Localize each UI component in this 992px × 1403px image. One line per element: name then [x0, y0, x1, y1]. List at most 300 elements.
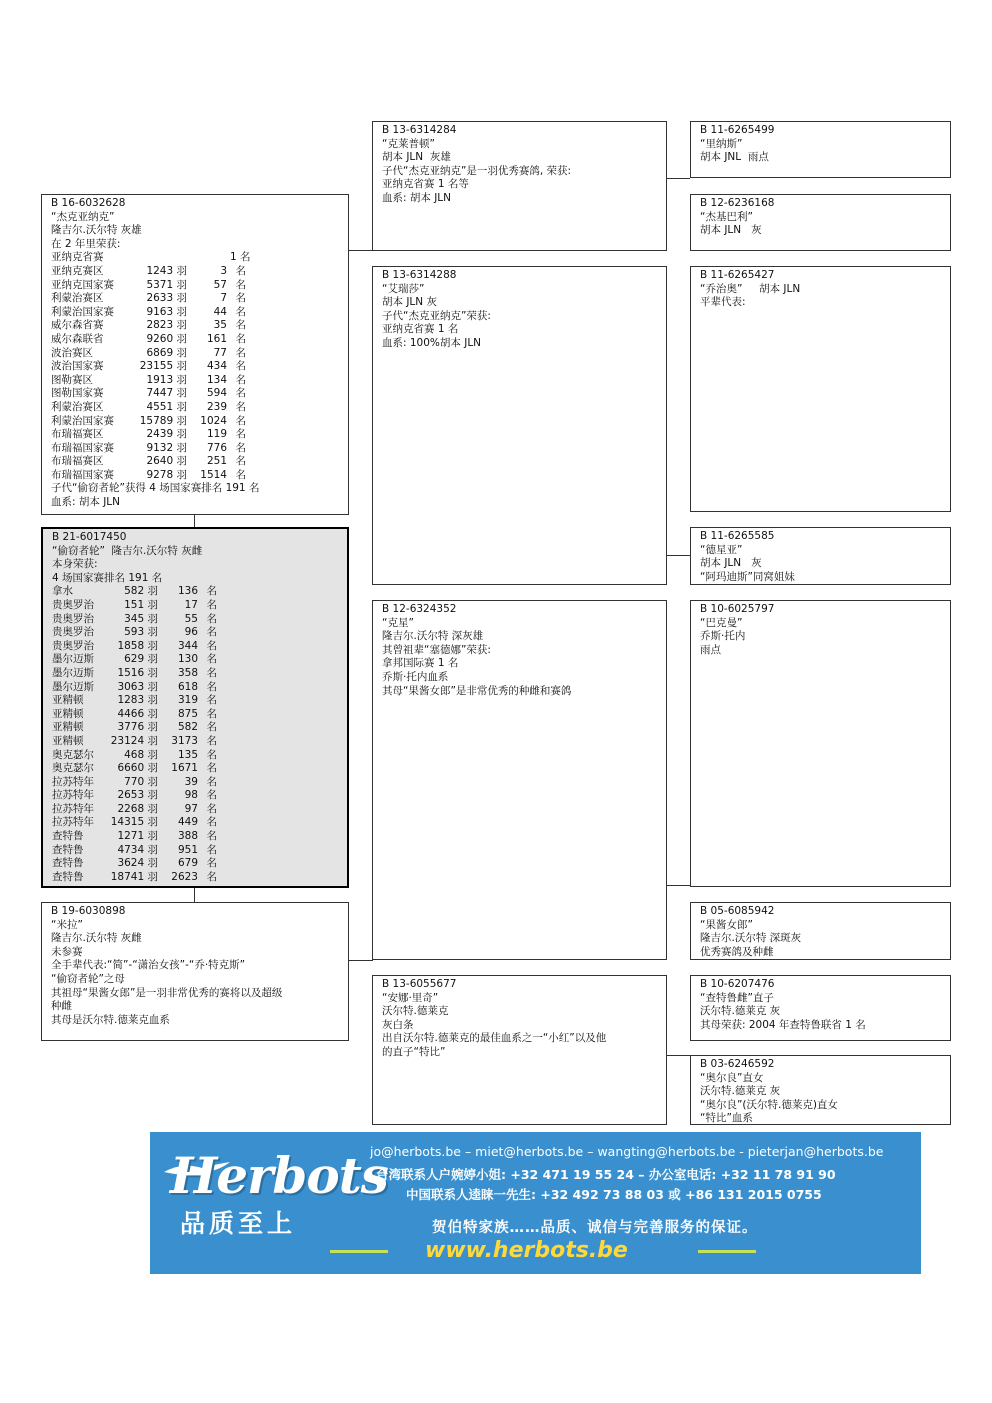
card-line: 胡本 JLN 灰 [700, 557, 762, 570]
result-cell: 776 [206, 441, 227, 454]
result-cell: 名 [235, 400, 246, 413]
card-line: “安娜·里奇” [382, 991, 439, 1004]
card-line: 灰白条 [382, 1018, 414, 1031]
subject-summary: 4 场国家赛排名 191 名 [52, 571, 163, 584]
banner-china-contact: 中国联系人逵睐一先生: +32 492 73 88 03 或 +86 131 2015 0755 [406, 1187, 822, 1202]
result-cell: 亚精顿 [52, 721, 84, 734]
result-cell: 39 [184, 775, 198, 788]
result-cell: 23124 羽 [110, 734, 158, 747]
result-row [52, 585, 347, 599]
result-cell: 3063 羽 [117, 680, 158, 693]
result-cell: 贵奥罗治 [52, 639, 94, 652]
result-cell: 名 [235, 292, 246, 305]
ancestor-card-4 [690, 527, 951, 585]
result-cell: 亚精顿 [52, 734, 84, 747]
result-cell: 618 [177, 680, 198, 693]
result-cell: 利蒙治国家赛 [51, 414, 114, 427]
result-cell: 344 [177, 639, 198, 652]
result-cell: 布瑞福国家赛 [51, 441, 114, 454]
result-cell: 358 [177, 666, 198, 679]
result-cell: 贵奥罗治 [52, 598, 94, 611]
card-line: 未参赛 [51, 945, 83, 958]
result-row [51, 306, 348, 320]
result-cell: 4551 羽 [146, 400, 187, 413]
result-row [52, 640, 347, 654]
card-line: 其母“果酱女郎”是非常优秀的种雌和赛鸽 [382, 684, 572, 697]
result-cell: 44 [213, 305, 227, 318]
card-line: 拿邦国际赛 1 名 [382, 657, 459, 670]
result-row [52, 830, 347, 844]
result-cell: 239 [206, 400, 227, 413]
result-cell: 57 [213, 278, 227, 291]
card-line: 血系: 100%胡本 JLN [382, 336, 482, 349]
card-line: 乔斯·托内血系 [382, 670, 449, 683]
ancestor-card-6 [690, 902, 951, 960]
result-cell: 136 [177, 585, 198, 598]
result-row [51, 374, 348, 388]
result-row [51, 319, 348, 333]
result-cell: 1514 [200, 468, 227, 481]
result-cell: 名 [235, 455, 246, 468]
decor-bar-left [330, 1250, 388, 1253]
result-cell: 6660 羽 [117, 762, 158, 775]
result-cell: 名 [206, 789, 217, 802]
card-line: B 11-6265499 [700, 124, 775, 136]
result-cell: 17 [184, 598, 198, 611]
card-line: 其祖母“果酱女郎”是一羽非常优秀的赛将以及超级 [51, 986, 283, 999]
result-cell: 7 [220, 292, 227, 305]
result-cell: 名 [206, 748, 217, 761]
dam-card [41, 902, 349, 1041]
card-line: 胡本 JNL 雨点 [700, 151, 769, 164]
decor-bar-right [698, 1250, 756, 1253]
sire-name: “杰克亚纳克” [51, 210, 115, 223]
result-cell: 594 [206, 387, 227, 400]
result-cell: 名 [235, 360, 246, 373]
result-cell: 9132 羽 [146, 441, 187, 454]
grandsire-paternal-card [372, 121, 667, 251]
result-cell: 名 [206, 626, 217, 639]
result-cell: 1024 [200, 414, 227, 427]
result-row [52, 762, 347, 776]
subject-name: “偷窃者轮” 隆吉尔.沃尔特 灰雌 [52, 544, 203, 557]
result-row [51, 415, 348, 429]
result-cell: 名 [235, 319, 246, 332]
result-row [51, 360, 348, 374]
result-cell: 墨尔迈斯 [52, 666, 94, 679]
result-cell: 查特鲁 [52, 870, 84, 883]
card-line: 胡本 JLN 灰 [382, 296, 437, 309]
result-cell: 319 [177, 694, 198, 707]
result-row [51, 279, 348, 293]
result-cell: 名 [235, 414, 246, 427]
result-cell: 770 羽 [124, 775, 158, 788]
banner-taiwan-contact: 台湾联系人户婉婷小姐: +32 471 19 55 24 – 办公室电话: +32 11 78 91 90 [376, 1167, 836, 1182]
result-cell: 1671 [171, 762, 198, 775]
result-cell: 434 [206, 360, 227, 373]
result-cell: 1283 羽 [117, 694, 158, 707]
result-row [51, 401, 348, 415]
result-row [51, 428, 348, 442]
card-line: B 03-6246592 [700, 1058, 775, 1070]
result-cell: 名 [206, 775, 217, 788]
result-cell: 2823 羽 [146, 319, 187, 332]
ancestor-card-5 [690, 600, 951, 887]
result-cell: 布瑞福赛区 [51, 455, 104, 468]
result-cell: 1243 羽 [146, 264, 187, 277]
result-cell: 3776 羽 [117, 721, 158, 734]
result-cell: 威尔森联省 [51, 332, 104, 345]
result-row [52, 844, 347, 858]
result-cell: 贵奥罗治 [52, 626, 94, 639]
result-cell: 查特鲁 [52, 857, 84, 870]
result-cell: 98 [184, 789, 198, 802]
card-line: 平辈代表: [700, 296, 746, 309]
result-cell: 名 [235, 441, 246, 454]
subject-intro: 本身荣获: [52, 558, 98, 571]
result-cell: 1516 羽 [117, 666, 158, 679]
sire-info: 隆吉尔.沃尔特 灰雄 [51, 224, 142, 237]
result-cell: 2640 羽 [146, 455, 187, 468]
banner-slogan: 品质至上 [180, 1209, 297, 1238]
result-cell: 名 [206, 653, 217, 666]
ancestor-card-3 [690, 266, 951, 512]
card-line: 其曾祖辈“塞德娜”荣获: [382, 643, 491, 656]
result-cell: 图勒赛区 [51, 373, 93, 386]
card-line: “克莱普顿” [382, 137, 435, 150]
result-cell: 查特鲁 [52, 843, 84, 856]
card-line: B 10-6025797 [700, 603, 775, 615]
result-cell: 名 [206, 857, 217, 870]
card-line: 亚纳克省赛 1 名 [382, 323, 459, 336]
card-line: 的直子“特比” [382, 1045, 446, 1058]
result-cell: 波治赛区 [51, 346, 93, 359]
result-cell: 名 [206, 598, 217, 611]
result-cell: 名 [235, 428, 246, 441]
result-cell: 55 [184, 612, 198, 625]
connector-line [349, 960, 373, 961]
result-cell: 亚纳克省赛 [51, 251, 104, 264]
result-cell: 2653 羽 [117, 789, 158, 802]
card-line: 优秀赛鸽及种雌 [700, 945, 774, 958]
result-cell: 2268 羽 [117, 802, 158, 815]
result-cell: 布瑞福赛区 [51, 428, 104, 441]
result-cell: 墨尔迈斯 [52, 680, 94, 693]
herbots-banner [150, 1132, 921, 1274]
result-row [52, 599, 347, 613]
card-line: 乔斯·托内 [700, 630, 746, 643]
result-cell: 名 [206, 734, 217, 747]
banner-website-link[interactable]: www.herbots.be [425, 1238, 628, 1263]
connector-line [349, 250, 373, 251]
result-row [52, 626, 347, 640]
card-line: 亚纳克省赛 1 名等 [382, 178, 469, 191]
card-line: B 10-6207476 [700, 978, 775, 990]
card-line: “乔治奥” 胡本 JLN [700, 282, 801, 295]
connector-line [194, 888, 195, 902]
result-cell: 23155 羽 [139, 360, 187, 373]
result-cell: 77 [213, 346, 227, 359]
result-cell: 名 [206, 843, 217, 856]
result-cell: 名 [235, 373, 246, 386]
card-line: 隆吉尔.沃尔特 深斑灰 [700, 932, 802, 945]
result-cell: 名 [206, 612, 217, 625]
result-cell: 威尔森省赛 [51, 319, 104, 332]
result-cell: 6869 羽 [146, 346, 187, 359]
result-cell: 345 羽 [124, 612, 158, 625]
result-cell: 15789 羽 [139, 414, 187, 427]
result-cell: 名 [206, 762, 217, 775]
granddam-maternal-card [372, 975, 667, 1125]
result-cell: 97 [184, 802, 198, 815]
card-line: 子代“杰克亚纳克”荣获: [382, 309, 491, 322]
card-line: “阿玛迪斯”同窝姐妹 [700, 570, 795, 583]
card-line: “果酱女郎” [700, 918, 753, 931]
result-cell: 119 [206, 428, 227, 441]
card-line: 其母是沃尔特.德莱克血系 [51, 1013, 170, 1026]
result-cell: 134 [206, 373, 227, 386]
result-cell: 图勒国家赛 [51, 387, 104, 400]
result-cell: 拉苏特年 [52, 775, 94, 788]
result-cell: 利蒙治赛区 [51, 400, 104, 413]
result-cell: 名 [206, 666, 217, 679]
card-line: 隆吉尔.沃尔特 灰雌 [51, 932, 142, 945]
result-row [52, 735, 347, 749]
result-cell: 亚精顿 [52, 694, 84, 707]
card-line: “克星” [382, 616, 414, 629]
result-row [51, 347, 348, 361]
result-cell: 951 [177, 843, 198, 856]
card-line: B 11-6265427 [700, 269, 775, 281]
banner-motto: 贺伯特家族……品质、诚信与完善服务的保证。 [432, 1220, 758, 1236]
result-cell: 拉苏特年 [52, 816, 94, 829]
card-line: 胡本 JLN 灰 [700, 224, 762, 237]
result-row [51, 387, 348, 401]
result-row [52, 681, 347, 695]
result-cell: 名 [206, 694, 217, 707]
card-line: “特比”血系 [700, 1112, 753, 1125]
result-row [52, 857, 347, 871]
result-cell: 4466 羽 [117, 707, 158, 720]
result-row [52, 749, 347, 763]
card-line: “奥尔良”(沃尔特.德莱克)直女 [700, 1098, 838, 1111]
grandsire-maternal-card [372, 600, 667, 960]
card-line: 胡本 JLN 灰雄 [382, 151, 451, 164]
result-cell: 9278 羽 [146, 468, 187, 481]
banner-emails[interactable]: jo@herbots.be – miet@herbots.be – wangting@herbots.be - pieterjan@herbots.be [370, 1144, 884, 1159]
result-row [51, 469, 348, 483]
card-line: B 13-6314288 [382, 269, 457, 281]
result-cell: 629 羽 [124, 653, 158, 666]
ancestor-card-7 [690, 975, 951, 1041]
result-cell: 14315 羽 [110, 816, 158, 829]
card-line: “杰基巴利” [700, 210, 753, 223]
result-cell: 奥克瑟尔 [52, 748, 94, 761]
result-row [51, 442, 348, 456]
card-line: 沃尔特.德莱克 灰 [700, 1005, 781, 1018]
ancestor-card-1 [690, 121, 951, 178]
result-cell: 名 [235, 468, 246, 481]
result-row [52, 613, 347, 627]
card-line: 隆吉尔.沃尔特 深灰雄 [382, 630, 484, 643]
result-cell: 拉苏特年 [52, 789, 94, 802]
result-cell: 名 [206, 870, 217, 883]
card-line: 沃尔特.德莱克 灰 [700, 1085, 781, 1098]
subject-results-list [52, 585, 347, 884]
result-cell: 1858 羽 [117, 639, 158, 652]
result-row [52, 694, 347, 708]
result-cell: 名 [206, 802, 217, 815]
connector-line [194, 515, 195, 527]
result-cell: 2633 羽 [146, 292, 187, 305]
result-cell: 亚纳克国家赛 [51, 278, 114, 291]
result-row [51, 455, 348, 469]
result-cell: 名 [206, 639, 217, 652]
result-cell: 波治国家赛 [51, 360, 104, 373]
result-cell: 布瑞福国家赛 [51, 468, 114, 481]
result-cell: 4734 羽 [117, 843, 158, 856]
result-row [52, 816, 347, 830]
card-line: B 12-6324352 [382, 603, 457, 615]
result-cell: 35 [213, 319, 227, 332]
result-cell: 130 [177, 653, 198, 666]
card-line: “查特鲁雌”直子 [700, 991, 774, 1004]
card-line: 血系: 胡本 JLN [382, 191, 452, 204]
card-line: “艾瑞莎” [382, 282, 425, 295]
result-cell: 7447 羽 [146, 387, 187, 400]
connector-line [667, 178, 690, 179]
result-cell: 1271 羽 [117, 830, 158, 843]
card-line: “德星亚” [700, 543, 743, 556]
result-cell: 96 [184, 626, 198, 639]
ancestor-card-2 [690, 194, 951, 251]
card-line: 子代“杰克亚纳克”是一羽优秀赛鸽, 荣获: [382, 164, 572, 177]
result-cell: 名 [235, 332, 246, 345]
card-line: “巴克曼” [700, 616, 743, 629]
connector-line [667, 1055, 690, 1056]
card-line: B 19-6030898 [51, 905, 126, 917]
card-line: “奥尔良”直女 [700, 1071, 764, 1084]
result-cell: 名 [206, 721, 217, 734]
card-line: B 13-6314284 [382, 124, 457, 136]
herbots-logo: Herbots [170, 1146, 388, 1205]
card-line: “里纳斯” [700, 137, 743, 150]
subject-ring: B 21-6017450 [52, 531, 127, 543]
card-line: 种雌 [51, 1000, 72, 1013]
result-cell: 875 [177, 707, 198, 720]
result-cell: 468 羽 [124, 748, 158, 761]
card-line: B 13-6055677 [382, 978, 457, 990]
result-row [52, 789, 347, 803]
connector-line [667, 555, 690, 556]
result-cell: 3624 羽 [117, 857, 158, 870]
result-cell: 679 [177, 857, 198, 870]
result-cell: 名 [206, 680, 217, 693]
sire-intro: 在 2 年里荣获: [51, 237, 121, 250]
result-cell: 名 [235, 305, 246, 318]
result-cell: 135 [177, 748, 198, 761]
result-cell: 18741 羽 [110, 870, 158, 883]
result-cell: 5371 羽 [146, 278, 187, 291]
result-cell: 161 [206, 332, 227, 345]
result-cell: 9163 羽 [146, 305, 187, 318]
ancestor-card-8 [690, 1055, 951, 1125]
result-row [52, 803, 347, 817]
result-row [52, 708, 347, 722]
result-row [52, 653, 347, 667]
granddam-paternal-card [372, 266, 667, 585]
card-line: B 05-6085942 [700, 905, 775, 917]
result-cell: 奥克瑟尔 [52, 762, 94, 775]
result-cell: 582 羽 [124, 585, 158, 598]
card-line: 其母荣获: 2004 年查特鲁联省 1 名 [700, 1018, 866, 1031]
result-row [51, 265, 348, 279]
result-cell: 亚纳克赛区 [51, 264, 104, 277]
result-cell: 449 [177, 816, 198, 829]
result-cell: 名 [206, 585, 217, 598]
sire-note: 子代“偷窃者轮”获得 4 场国家赛排名 191 名 [51, 482, 260, 495]
result-cell: 查特鲁 [52, 830, 84, 843]
result-cell: 251 [206, 455, 227, 468]
result-row [51, 292, 348, 306]
result-cell: 拿水 [52, 585, 73, 598]
result-cell: 名 [206, 707, 217, 720]
result-cell: 亚精顿 [52, 707, 84, 720]
result-cell: 593 羽 [124, 626, 158, 639]
sire-results-list [51, 251, 348, 482]
result-cell: 1 名 [230, 251, 251, 264]
card-line: “偷窃者轮”之母 [51, 972, 125, 985]
result-cell: 1913 羽 [146, 373, 187, 386]
result-cell: 名 [235, 387, 246, 400]
result-cell: 3173 [171, 734, 198, 747]
card-line: 全手辈代表:“简”-“潇治女孩”-“乔·特克斯” [51, 959, 246, 972]
result-cell: 388 [177, 830, 198, 843]
result-cell: 3 [220, 264, 227, 277]
result-cell: 利蒙治赛区 [51, 292, 104, 305]
result-cell: 利蒙治国家赛 [51, 305, 114, 318]
result-cell: 拉苏特年 [52, 802, 94, 815]
result-cell: 名 [206, 816, 217, 829]
result-row [52, 721, 347, 735]
sire-bloodline: 血系: 胡本 JLN [51, 496, 121, 509]
result-cell: 151 羽 [124, 598, 158, 611]
card-line: 出自沃尔特.德莱克的最佳血系之一“小红”以及他 [382, 1032, 607, 1045]
result-cell: 墨尔迈斯 [52, 653, 94, 666]
card-line: “米拉” [51, 918, 83, 931]
subject-card [41, 527, 349, 888]
result-cell: 582 [177, 721, 198, 734]
result-cell: 名 [235, 264, 246, 277]
result-cell: 9260 羽 [146, 332, 187, 345]
result-row [52, 776, 347, 790]
connector-line [667, 885, 690, 886]
card-line: 雨点 [700, 643, 721, 656]
result-row [51, 251, 348, 265]
result-row [52, 667, 347, 681]
result-cell: 名 [235, 346, 246, 359]
result-row [51, 333, 348, 347]
sire-card [41, 194, 349, 515]
result-cell: 2623 [171, 870, 198, 883]
card-line: B 12-6236168 [700, 197, 775, 209]
result-cell: 名 [206, 830, 217, 843]
result-cell: 名 [235, 278, 246, 291]
result-cell: 贵奥罗治 [52, 612, 94, 625]
card-line: 沃尔特.德莱克 [382, 1005, 449, 1018]
card-line: B 11-6265585 [700, 530, 775, 542]
result-cell: 2439 羽 [146, 428, 187, 441]
